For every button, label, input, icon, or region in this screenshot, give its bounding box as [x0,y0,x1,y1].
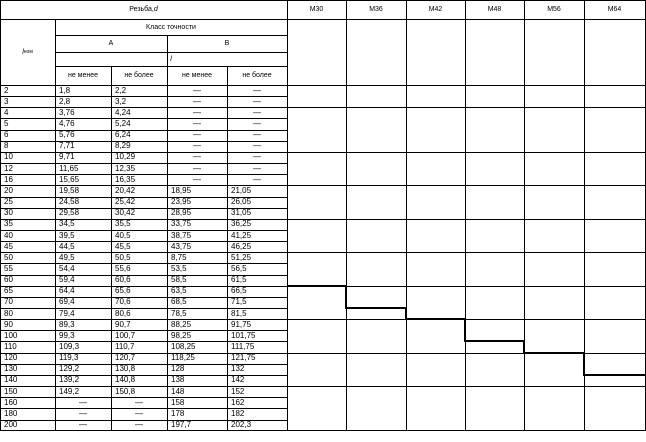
grid-line [0,241,287,242]
table-cell: — [193,85,201,95]
table-cell: 23,95 [171,197,192,207]
grid-line [0,208,287,209]
size-header-m42 [406,0,465,19]
lnom-cell: 60 [4,275,13,285]
lnom-cell: 90 [4,319,13,329]
grid-line [0,275,287,276]
table-cell: 128 [171,364,185,374]
size-header-text: M56 [547,6,561,13]
lnom-cell: 5 [4,119,9,128]
table-cell: 3,76 [59,107,75,117]
size-header-text: M48 [487,6,502,13]
l-header-text: l [170,55,172,63]
lnom-cell: 140 [4,375,18,385]
grid-line [287,319,645,320]
table-cell: — [79,408,87,418]
lnom-cell: 25 [4,197,13,207]
range-step [287,285,346,287]
grid-line [287,353,645,354]
table-cell: 78,5 [171,308,187,318]
table-cell: 71,5 [231,297,247,307]
table-cell: 108,25 [171,342,196,351]
table-cell: 5,24 [115,119,131,128]
grid-line [0,197,287,198]
grid-line [0,141,287,142]
lnom-cell: 150 [4,386,18,396]
table-cell: 45,5 [115,241,131,251]
grid-line [0,397,287,398]
grid-line [0,341,287,342]
table-cell: 109,3 [59,342,80,351]
table-cell: 55,6 [115,263,131,273]
grid-line [0,19,645,20]
table-cell: 182 [231,408,245,418]
subheader-b-min [167,66,227,85]
table-cell: 29,58 [59,208,80,218]
table-cell: 51,25 [231,252,252,262]
subheader-b-max [227,66,287,85]
table-cell: 9,71 [59,152,75,162]
table-cell: 91,75 [231,319,252,329]
size-header-text: M64 [607,6,622,13]
table-cell: 49,5 [59,252,75,262]
table-cell: 111,75 [231,342,255,351]
table-cell: 21,05 [231,185,252,195]
grid-line [287,107,645,108]
class-b-header [167,35,287,52]
table-cell: 44,5 [59,241,75,251]
lnom-cell: 80 [4,308,13,318]
size-header-text: M42 [428,6,443,13]
table-cell: 70,6 [115,297,131,307]
table-cell: 53,5 [171,263,187,273]
table-cell: 139,2 [59,375,80,385]
table-cell: 132 [231,364,245,374]
grid-line [0,330,287,331]
table-cell: — [79,397,87,407]
size-header-m48 [465,0,524,19]
table-cell: 35,5 [115,219,131,229]
table-cell: — [253,163,261,173]
grid-line [0,152,287,153]
grid-line [524,0,525,431]
table-cell: 197,7 [171,420,192,430]
lnom-cell: 45 [4,241,13,251]
table-cell: 33,75 [171,219,192,229]
range-step [584,374,645,376]
grid-line [0,252,287,253]
table-cell: — [253,119,261,128]
table-cell: 1,8 [59,85,71,95]
table-cell: 12,35 [115,163,136,173]
grid-line [0,353,287,354]
table-cell: — [193,130,201,140]
table-cell: 16,35 [115,174,136,184]
class-a-text: A [108,40,114,47]
grid-line [0,386,287,387]
table-cell: 162 [231,397,245,407]
lnom-cell: 10 [4,152,13,162]
table-cell: 178 [171,408,185,418]
grid-line [55,66,287,67]
table-cell: — [193,163,201,173]
table-cell: 20,42 [115,185,136,195]
table-cell: 31,05 [231,208,252,218]
range-step [346,307,406,309]
subheader-text: не более [124,72,154,79]
class-b-text: B [224,40,230,47]
l-header [55,52,287,66]
class-header-text: Класс точности [146,23,196,31]
grid-line [0,0,645,1]
table-cell: 119,3 [59,353,79,363]
table-cell: 41,25 [231,230,252,240]
table-cell: 3,2 [115,96,127,106]
table-cell: — [135,408,143,418]
lnom-cell: 16 [4,174,13,184]
range-step [345,285,347,309]
table-cell: — [253,152,261,162]
table-cell: 2,8 [59,96,71,106]
size-header-text: M36 [369,6,383,13]
table-cell: 152 [231,386,245,396]
table-cell: 10,29 [115,152,136,162]
range-step [406,318,465,320]
grid-line [227,66,228,431]
size-header-m56 [524,0,584,19]
grid-line [0,408,287,409]
table-cell: 61,5 [231,275,247,285]
table-cell: 4,24 [115,107,131,117]
table-cell: 100,7 [115,330,136,340]
grid-line [287,219,645,220]
grid-line [465,0,466,431]
lnom-cell: 8 [4,141,9,151]
thread-title-text: Резьба, [129,6,154,13]
class-header [55,19,287,35]
table-cell: 43,75 [171,241,192,251]
table-cell: 99,3 [59,330,75,340]
table-cell: 64,4 [59,286,75,296]
table-cell: 80,6 [115,308,131,318]
table-cell: 24,58 [59,197,80,207]
subheader-text: не менее [181,72,213,79]
lnom-cell: 180 [4,408,18,418]
table-cell: — [79,420,87,430]
lnom-cell: 100 [4,330,18,340]
table-cell: 120,7 [115,353,136,363]
table-cell: 121,75 [231,353,256,363]
table-cell: 140,8 [115,375,136,385]
table-cell: 25,42 [115,197,136,207]
table-cell: 2,2 [115,85,127,95]
lnom-cell: 50 [4,252,13,262]
table-cell: — [253,85,261,95]
lnom-cell: 6 [4,130,9,140]
lnom-cell: 40 [4,230,13,240]
table-cell: 150,8 [115,386,136,396]
grid-line [0,163,287,164]
table-cell: 89,3 [59,319,75,329]
size-header-m36 [346,0,406,19]
table-cell: 8,75 [171,252,187,262]
subheader-a-max [111,66,167,85]
table-cell: 46,25 [231,241,252,251]
table-cell: 54,4 [59,263,75,273]
grid-line [55,52,287,53]
table-cell: 5,76 [59,130,75,140]
grid-line [0,375,287,376]
table-cell: 8,29 [115,141,131,151]
size-header-m30 [287,0,346,19]
table-cell: 65,6 [115,286,131,296]
grid-line [0,308,287,309]
table-cell: 66,5 [231,286,247,296]
table-cell: 28,95 [171,208,192,218]
thread-title [0,0,287,19]
table-cell: 36,25 [231,219,252,229]
table-cell: — [193,174,201,184]
table-cell: 7,71 [59,141,75,151]
lnom-cell: 12 [4,163,13,173]
size-header-m64 [584,0,645,19]
table-cell: 59,4 [59,275,75,285]
grid-line [0,130,287,131]
table-cell: 60,6 [115,275,131,285]
table-cell: 56,5 [231,263,247,273]
lnom-cell: 30 [4,208,13,218]
table-cell: 88,25 [171,319,192,329]
table-cell: 81,5 [231,308,247,318]
lnom-cell: 2 [4,85,9,95]
table-cell: — [193,96,201,106]
lnom-cell: 20 [4,185,13,195]
grid-line [0,420,287,421]
subheader-text: не более [242,72,272,79]
grid-line [0,85,645,86]
table-cell: — [253,107,261,117]
table-cell: 39,5 [59,230,75,240]
grid-line [55,35,287,36]
table-cell: 79,4 [59,308,75,318]
table-cell: 202,3 [231,420,252,430]
grid-line [0,230,287,231]
row-header-main: l [22,48,24,56]
table-cell: 11,65 [59,163,79,173]
grid-line [0,319,287,320]
grid-line [287,386,645,387]
table-cell: 68,5 [171,297,187,307]
range-step [465,340,524,342]
lnom-cell: 160 [4,397,18,407]
grid-line [406,0,407,431]
table-cell: 63,5 [171,286,187,296]
grid-line [287,0,288,431]
table-cell: 38,75 [171,230,192,240]
table-cell: 69,4 [59,297,75,307]
table-cell: 15,65 [59,174,80,184]
table-cell: — [193,152,201,162]
table-cell: 129,2 [59,364,80,374]
table-cell: — [253,130,261,140]
grid-line [0,364,287,365]
thread-title-var: d [153,6,158,13]
table-cell: 101,75 [231,330,256,340]
grid-line [55,19,56,431]
table-cell: 118,25 [171,353,195,363]
range-step [583,352,585,376]
grid-line [0,118,287,119]
range-step [464,318,466,342]
lnom-cell: 55 [4,263,13,273]
grid-line [287,152,645,153]
table-cell: 40,5 [115,230,131,240]
grid-line [0,297,287,298]
lnom-cell: 4 [4,107,9,117]
table-cell: 26,05 [231,197,252,207]
subheader-a-min [55,66,111,85]
table-cell: 138 [171,375,185,385]
grid-line [0,219,287,220]
subheader-text: не менее [67,72,99,79]
lnom-cell: 65 [4,286,13,296]
grid-line [0,0,1,431]
lnom-cell: 130 [4,364,18,374]
table-cell: — [193,141,201,151]
lnom-cell: 3 [4,96,9,106]
row-header-sub: ном [23,48,33,55]
table-cell: 18,95 [171,185,192,195]
table-cell: 148 [171,386,185,396]
table-cell: 130,8 [115,364,136,374]
grid-line [0,430,645,431]
lnom-cell: 120 [4,353,18,363]
grid-line [0,286,287,287]
table-cell: — [135,397,143,407]
lnom-cell: 110 [4,342,17,351]
table-cell: 19,58 [59,185,80,195]
table-cell: 50,5 [115,252,131,262]
row-header-lnom [0,19,55,85]
lnom-cell: 35 [4,219,13,229]
table-cell: 58,5 [171,275,187,285]
table-cell: 142 [231,375,245,385]
grid-line [287,252,645,253]
table-cell: 149,2 [59,386,80,396]
table-cell: 34,5 [59,219,75,229]
table-cell: — [135,420,143,430]
grid-line [0,263,287,264]
class-a-header [55,35,167,52]
lnom-cell: 70 [4,297,13,307]
grid-line [0,185,287,186]
table-cell: — [193,107,201,117]
table-cell: — [253,141,261,151]
range-step [524,352,584,354]
grid-line [287,185,645,186]
grid-line [167,35,168,431]
table-cell: 6,24 [115,130,131,140]
table-cell: 98,25 [171,330,192,340]
grid-line [346,0,347,431]
table-cell: 4,76 [59,119,75,128]
size-header-text: M30 [309,6,324,13]
table-cell: 90,7 [115,319,131,329]
table-cell: — [253,96,261,106]
table-cell: — [193,119,201,128]
table-cell: 110,7 [115,342,135,351]
table-cell: 158 [171,397,185,407]
table-cell: 30,42 [115,208,136,218]
table-cell: — [253,174,261,184]
grid-line [0,96,287,97]
grid-line [0,174,287,175]
lnom-cell: 200 [4,420,18,430]
grid-line [0,107,287,108]
grid-line [111,66,112,431]
